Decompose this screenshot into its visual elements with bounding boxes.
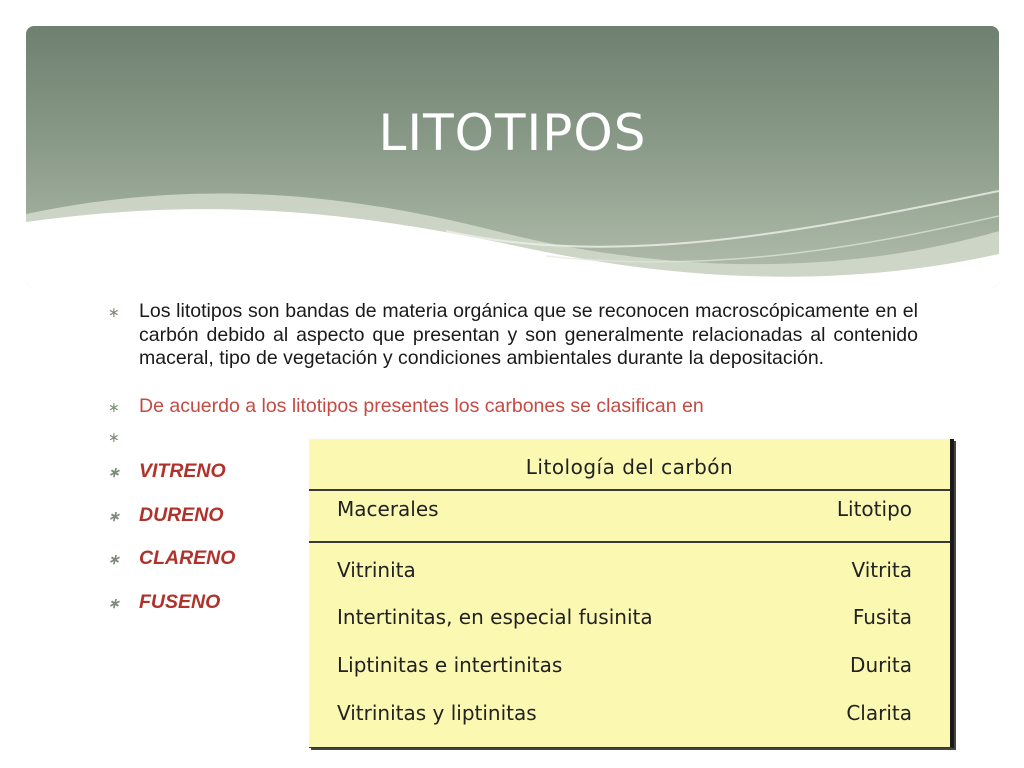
asterisk-bullet-icon: ∗ — [108, 551, 120, 567]
table-row-litotipo: Fusita — [852, 605, 912, 629]
lithology-table — [309, 439, 954, 748]
asterisk-bullet-icon: ∗ — [108, 429, 120, 445]
table-rule — [309, 541, 950, 543]
slide-title: LITOTIPOS — [378, 104, 647, 162]
bullet-intro — [108, 300, 918, 371]
asterisk-bullet-icon: ∗ — [108, 398, 120, 415]
type-label: CLARENO — [139, 547, 236, 569]
asterisk-bullet-icon: ∗ — [108, 507, 120, 524]
table-row-maceral: Intertinitas, en especial fusinita — [337, 605, 653, 629]
header-litotipo: Litotipo — [836, 497, 912, 521]
asterisk-bullet-icon: ∗ — [108, 304, 120, 320]
asterisk-bullet-icon: ∗ — [108, 464, 120, 480]
type-label: DURENO — [139, 503, 224, 526]
table-row-maceral: Liptinitas e intertinitas — [337, 653, 563, 677]
table-row-litotipo: Clarita — [846, 701, 912, 725]
bullet-classify-text: De acuerdo a los litotipos presentes los carbones se clasifican en — [139, 394, 704, 417]
table-row-litotipo: Vitrita — [851, 558, 912, 582]
bullet-intro-text: Los litotipos son bandas de materia orgánica que se reconocen macroscópicamente en el carbón debido al aspecto que presentan y son generalmente relacionadas al contenido maceral, tipo de vegetación y condiciones ambientales durante la depositación. — [139, 300, 918, 369]
asterisk-bullet-icon: ∗ — [108, 594, 120, 611]
table-title: Litología del carbón — [525, 455, 734, 479]
header-macerales: Macerales — [337, 497, 439, 521]
slide-header — [26, 26, 999, 288]
type-label: VITRENO — [139, 460, 226, 482]
table-row-maceral: Vitrinitas y liptinitas — [337, 701, 537, 725]
table-rule — [309, 489, 950, 491]
table-row-litotipo: Durita — [850, 653, 912, 677]
table-row-maceral: Vitrinita — [337, 558, 416, 582]
type-label: FUSENO — [139, 590, 221, 613]
bullet-classify — [108, 395, 918, 419]
